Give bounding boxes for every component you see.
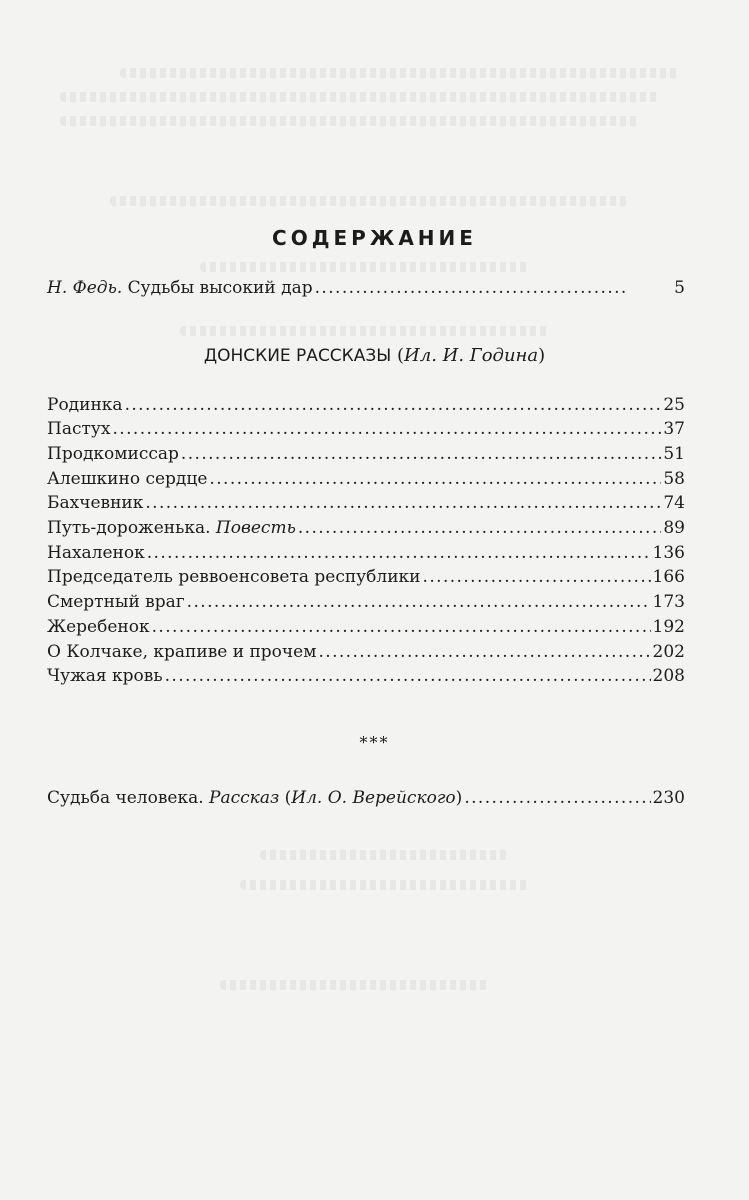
- toc-entry-page: 58: [663, 469, 685, 489]
- toc-entry-title-text: Путь-дороженька.: [47, 518, 211, 538]
- toc-entry[interactable]: [47, 491, 685, 515]
- toc-entry-subtitle: Рассказ: [209, 788, 280, 808]
- section-separator: ***: [359, 733, 390, 752]
- contents-heading: СОДЕРЖАНИЕ: [272, 226, 477, 250]
- toc-entry-page: 173: [652, 592, 685, 612]
- toc-entry-title: Пастух: [47, 419, 111, 439]
- bleed-through-line: [110, 196, 629, 206]
- toc-entry-title: Чужая кровь: [47, 666, 163, 686]
- dot-leader: [112, 417, 661, 441]
- toc-entry-page: 202: [652, 642, 685, 662]
- toc-entry-title: О Колчаке, крапиве и прочем: [47, 642, 317, 662]
- toc-entry-title: Алешкино сердце: [47, 469, 208, 489]
- toc-entry[interactable]: [47, 590, 685, 614]
- dot-leader: [152, 615, 651, 639]
- toc-entry-title: Продкомиссар: [47, 444, 179, 464]
- toc-entry-title-text: Судьбы высокий дар: [127, 278, 313, 298]
- bleed-through-line: [120, 68, 679, 78]
- bleed-through-line: [260, 850, 509, 860]
- dot-leader: [187, 590, 651, 614]
- toc-entry-title: Смертный враг: [47, 592, 185, 612]
- toc-entry-page: 5: [674, 278, 685, 298]
- bleed-through-line: [60, 116, 639, 126]
- toc-entry-author: Н. Федь.: [47, 278, 123, 298]
- toc-entry[interactable]: [47, 516, 685, 540]
- bleed-through-line: [240, 880, 529, 890]
- toc-entry[interactable]: [47, 615, 685, 639]
- toc-entry[interactable]: [47, 467, 685, 491]
- toc-entry-page: 51: [663, 444, 685, 464]
- toc-entry-page: 192: [652, 617, 685, 637]
- toc-entry-paren-close: ): [455, 788, 463, 808]
- section-paren-open: (: [397, 345, 405, 366]
- toc-entry-page: 136: [652, 543, 685, 563]
- section-title: [0, 344, 749, 368]
- section-illustrator: Ил. И. Година: [404, 345, 539, 366]
- toc-entry-title: [47, 786, 462, 810]
- toc-entry[interactable]: [47, 565, 685, 589]
- bleed-through-line: [220, 980, 489, 990]
- toc-entry-title-text: Судьба человека.: [47, 788, 204, 808]
- dot-leader: [209, 467, 661, 491]
- toc-entry-title: Родинка: [47, 395, 123, 415]
- toc-entry-title: Жеребенок: [47, 617, 150, 637]
- toc-entry[interactable]: [47, 664, 685, 688]
- toc-entry-final[interactable]: [47, 786, 685, 810]
- toc-entry-page: 208: [652, 666, 685, 686]
- bleed-through-line: [180, 326, 549, 336]
- toc-entry-paren-open: (: [284, 788, 292, 808]
- toc-entry-title: Бахчевник: [47, 493, 144, 513]
- toc-entry-page: 230: [652, 788, 685, 808]
- dot-leader: [147, 541, 651, 565]
- toc-entry-page: 37: [663, 419, 685, 439]
- toc-entry-page: 89: [663, 518, 685, 538]
- toc-entry[interactable]: [47, 417, 685, 441]
- section-title-text: ДОНСКИЕ РАССКАЗЫ: [203, 346, 392, 366]
- toc-entry-title: [47, 516, 296, 540]
- toc-entry-page: 74: [663, 493, 685, 513]
- dot-leader: [315, 276, 627, 300]
- toc-entry[interactable]: [47, 442, 685, 466]
- section-paren-close: ): [538, 345, 546, 366]
- bleed-through-line: [200, 262, 529, 272]
- toc-entry-title: Председатель реввоенсовета республики: [47, 567, 421, 587]
- bleed-through-line: [60, 92, 659, 102]
- dot-leader: [423, 565, 651, 589]
- toc-entry-subtitle: Повесть: [215, 518, 296, 538]
- dot-leader: [145, 491, 661, 515]
- dot-leader: [318, 640, 650, 664]
- toc-entry[interactable]: [47, 393, 685, 417]
- dot-leader: [464, 786, 650, 810]
- toc-entry-title: [47, 276, 313, 300]
- toc-entry[interactable]: [47, 541, 685, 565]
- toc-entry-title: Нахаленок: [47, 543, 145, 563]
- toc-entry[interactable]: [47, 640, 685, 664]
- toc-entry-intro[interactable]: [47, 276, 629, 300]
- dot-leader: [298, 516, 662, 540]
- dot-leader: [125, 393, 662, 417]
- toc-entry-illustrator: Ил. О. Верейского: [291, 788, 456, 808]
- dot-leader: [181, 442, 661, 466]
- toc-entry-page: 25: [663, 395, 685, 415]
- dot-leader: [165, 664, 651, 688]
- toc-entry-page: 166: [652, 567, 685, 587]
